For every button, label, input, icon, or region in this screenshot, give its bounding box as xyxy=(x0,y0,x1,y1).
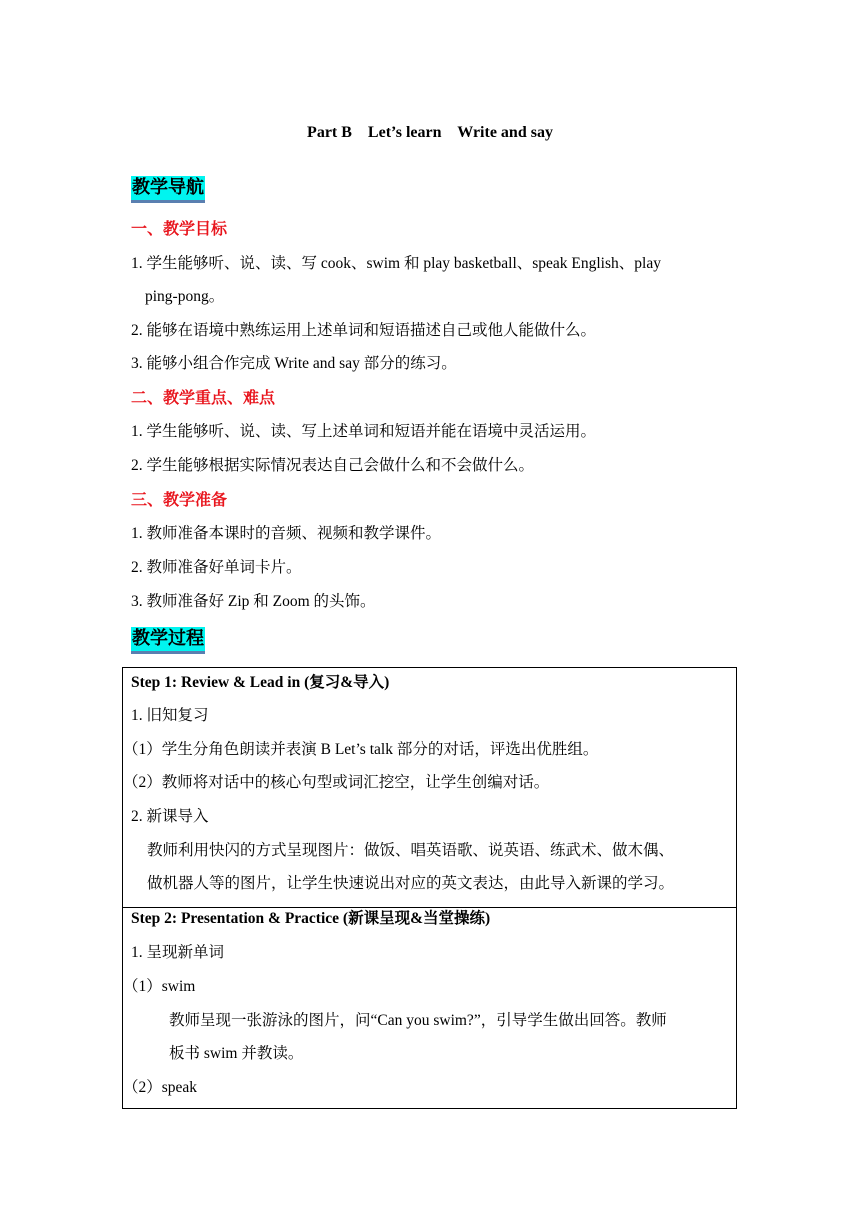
step-2-line-5: （2）speak xyxy=(123,1079,198,1096)
objectives-heading: 一、教学目标 xyxy=(131,219,228,238)
step-1-line-6: 做机器人等的图片，让学生快速说出对应的英文表达，由此导入新课的学习。 xyxy=(147,875,675,892)
step-1-line-1: 1. 旧知复习 xyxy=(131,707,209,724)
step-1-title: Step 1: Review & Lead in (复习&导入) xyxy=(131,674,390,691)
objective-line-1: 1. 学生能够听、说、读、写 cook、swim 和 play basketball、speak English、play xyxy=(131,255,661,272)
teaching-process-heading: 教学过程 xyxy=(131,627,205,654)
step-1-line-5: 教师利用快闪的方式呈现图片：做饭、唱英语歌、说英语、练武术、做木偶、 xyxy=(147,842,675,859)
step-2-line-4: 板书 swim 并教读。 xyxy=(169,1045,304,1062)
preparation-line-2: 2. 教师准备好单词卡片。 xyxy=(131,559,302,576)
step-2-line-3: 教师呈现一张游泳的图片，问“Can you swim?”，引导学生做出回答。教师 xyxy=(169,1012,667,1029)
preparation-line-1: 1. 教师准备本课时的音频、视频和教学课件。 xyxy=(131,525,442,542)
objective-line-1-cont: ping-pong。 xyxy=(145,288,225,305)
key-point-line-1: 1. 学生能够听、说、读、写上述单词和短语并能在语境中灵活运用。 xyxy=(131,423,597,440)
page-title: Part B Let’s learn Write and say xyxy=(307,124,553,141)
step-2-title: Step 2: Presentation & Practice (新课呈现&当堂操练) xyxy=(131,910,491,927)
preparation-heading: 三、教学准备 xyxy=(131,490,228,509)
step-1-line-2: （1）学生分角色朗读并表演 B Let’s talk 部分的对话，评选出优胜组。 xyxy=(123,741,599,758)
preparation-line-3: 3. 教师准备好 Zip 和 Zoom 的头饰。 xyxy=(131,593,376,610)
key-points-heading: 二、教学重点、难点 xyxy=(131,388,276,407)
teaching-navigation-heading: 教学导航 xyxy=(131,176,205,203)
objective-line-3: 3. 能够小组合作完成 Write and say 部分的练习。 xyxy=(131,355,457,372)
objective-line-2: 2. 能够在语境中熟练运用上述单词和短语描述自己或他人能做什么。 xyxy=(131,322,597,339)
step-1-line-3: （2）教师将对话中的核心句型或词汇挖空，让学生创编对话。 xyxy=(123,774,550,791)
step-1-line-4: 2. 新课导入 xyxy=(131,808,209,825)
key-point-line-2: 2. 学生能够根据实际情况表达自己会做什么和不会做什么。 xyxy=(131,457,535,474)
teaching-process-table xyxy=(122,667,737,1109)
step-2-line-1: 1. 呈现新单词 xyxy=(131,944,225,961)
step-2-line-2: （1）swim xyxy=(123,978,196,995)
